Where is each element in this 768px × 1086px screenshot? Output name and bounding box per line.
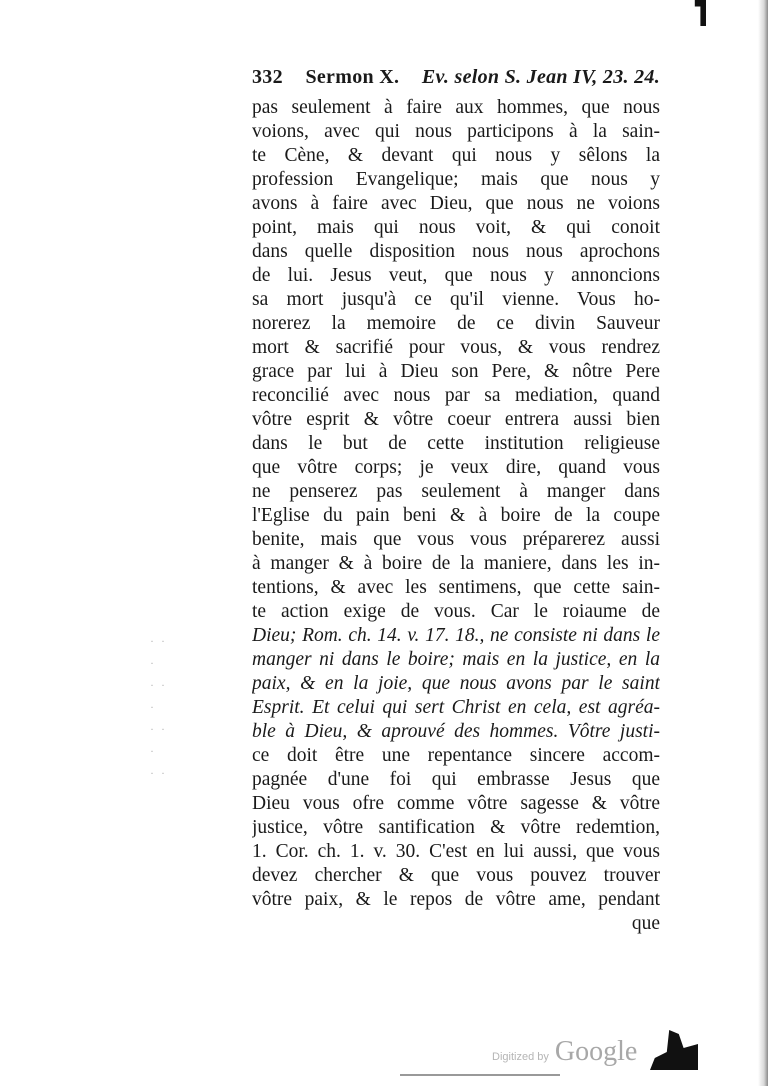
text-line: avons à faire avec Dieu, que nous ne voions bbox=[252, 193, 660, 214]
text-line: grace par lui à Dieu son Pere, & nôtre Pere bbox=[252, 361, 660, 382]
text-line: pagnée d'une foi qui embrasse Jesus que bbox=[252, 769, 660, 790]
text-line: 1. Cor. ch. 1. v. 30. C'est en lui aussi, que vous bbox=[252, 841, 660, 862]
page-number: 332 bbox=[252, 66, 283, 88]
text-line: te Cène, & devant qui nous y sêlons la bbox=[252, 145, 660, 166]
gospel-reference: Ev. selon S. Jean IV, 23. 24. bbox=[421, 66, 660, 88]
scan-bottom-rule bbox=[400, 1074, 560, 1076]
body-text bbox=[252, 96, 660, 936]
text-line: te action exige de vous. Car le roiaume de bbox=[252, 601, 660, 622]
text-line: benite, mais que vous vous préparerez aussi bbox=[252, 529, 660, 550]
running-head bbox=[252, 66, 660, 94]
text-line: ce doit être une repentance sincere accom- bbox=[252, 745, 660, 766]
text-line: vôtre esprit & vôtre coeur entrera aussi bien bbox=[252, 409, 660, 430]
text-line: dans le but de cette institution religieuse bbox=[252, 433, 660, 454]
text-line: tentions, & avec les sentimens, que cette sain- bbox=[252, 577, 660, 598]
text-line: vôtre paix, & le repos de vôtre ame, pendant bbox=[252, 889, 660, 910]
text-line: pas seulement à faire aux hommes, que nous bbox=[252, 97, 660, 118]
text-line: voions, avec qui nous participons à la sain- bbox=[252, 121, 660, 142]
text-line: point, mais qui nous voit, & qui conoit bbox=[252, 217, 660, 238]
section-title: Sermon X. bbox=[305, 66, 400, 88]
text-line: ble à Dieu, & aprouvé des hommes. Vôtre justi- bbox=[252, 721, 660, 742]
catchword: que bbox=[631, 913, 660, 934]
text-line: à manger & à boire de la maniere, dans les in- bbox=[252, 553, 660, 574]
text-line: norerez la memoire de ce divin Sauveur bbox=[252, 313, 660, 334]
text-line: paix, & en la joie, que nous avons par le saint bbox=[252, 673, 660, 694]
scan-corner-mark-icon bbox=[650, 1030, 698, 1070]
page-edge-shadow bbox=[758, 0, 768, 1086]
text-line: ne penserez pas seulement à manger dans bbox=[252, 481, 660, 502]
text-line: l'Eglise du pain beni & à boire de la coupe bbox=[252, 505, 660, 526]
text-line: mort & sacrifié pour vous, & vous rendrez bbox=[252, 337, 660, 358]
text-line: Dieu vous ofre comme vôtre sagesse & vôtre bbox=[252, 793, 660, 814]
bleed-through-marks: · · · · · · · · · · · bbox=[150, 634, 167, 780]
text-line: justice, vôtre santification & vôtre redemtion, bbox=[252, 817, 660, 838]
text-line: reconcilié avec nous par sa mediation, quand bbox=[252, 385, 660, 406]
text-line: manger ni dans le boire; mais en la justice, en la bbox=[252, 649, 660, 670]
text-line: devez chercher & que vous pouvez trouver bbox=[252, 865, 660, 886]
text-line: Esprit. Et celui qui sert Christ en cela, est agréa- bbox=[252, 697, 660, 718]
google-logo: Google bbox=[554, 1036, 638, 1067]
digitized-watermark bbox=[492, 1036, 637, 1068]
text-line: de lui. Jesus veut, que nous y annoncions bbox=[252, 265, 660, 286]
text-line: Dieu; Rom. ch. 14. v. 17. 18., ne consiste ni dans le bbox=[252, 625, 660, 646]
text-line: que vôtre corps; je veux dire, quand vous bbox=[252, 457, 660, 478]
text-block bbox=[252, 66, 660, 936]
scan-corner-mark-icon bbox=[692, 0, 706, 26]
text-line: sa mort jusqu'à ce qu'il vienne. Vous ho- bbox=[252, 289, 660, 310]
digitized-by-label: Digitized by bbox=[492, 1051, 549, 1063]
text-line: dans quelle disposition nous nous aprochons bbox=[252, 241, 660, 262]
text-line: profession Evangelique; mais que nous y bbox=[252, 169, 660, 190]
